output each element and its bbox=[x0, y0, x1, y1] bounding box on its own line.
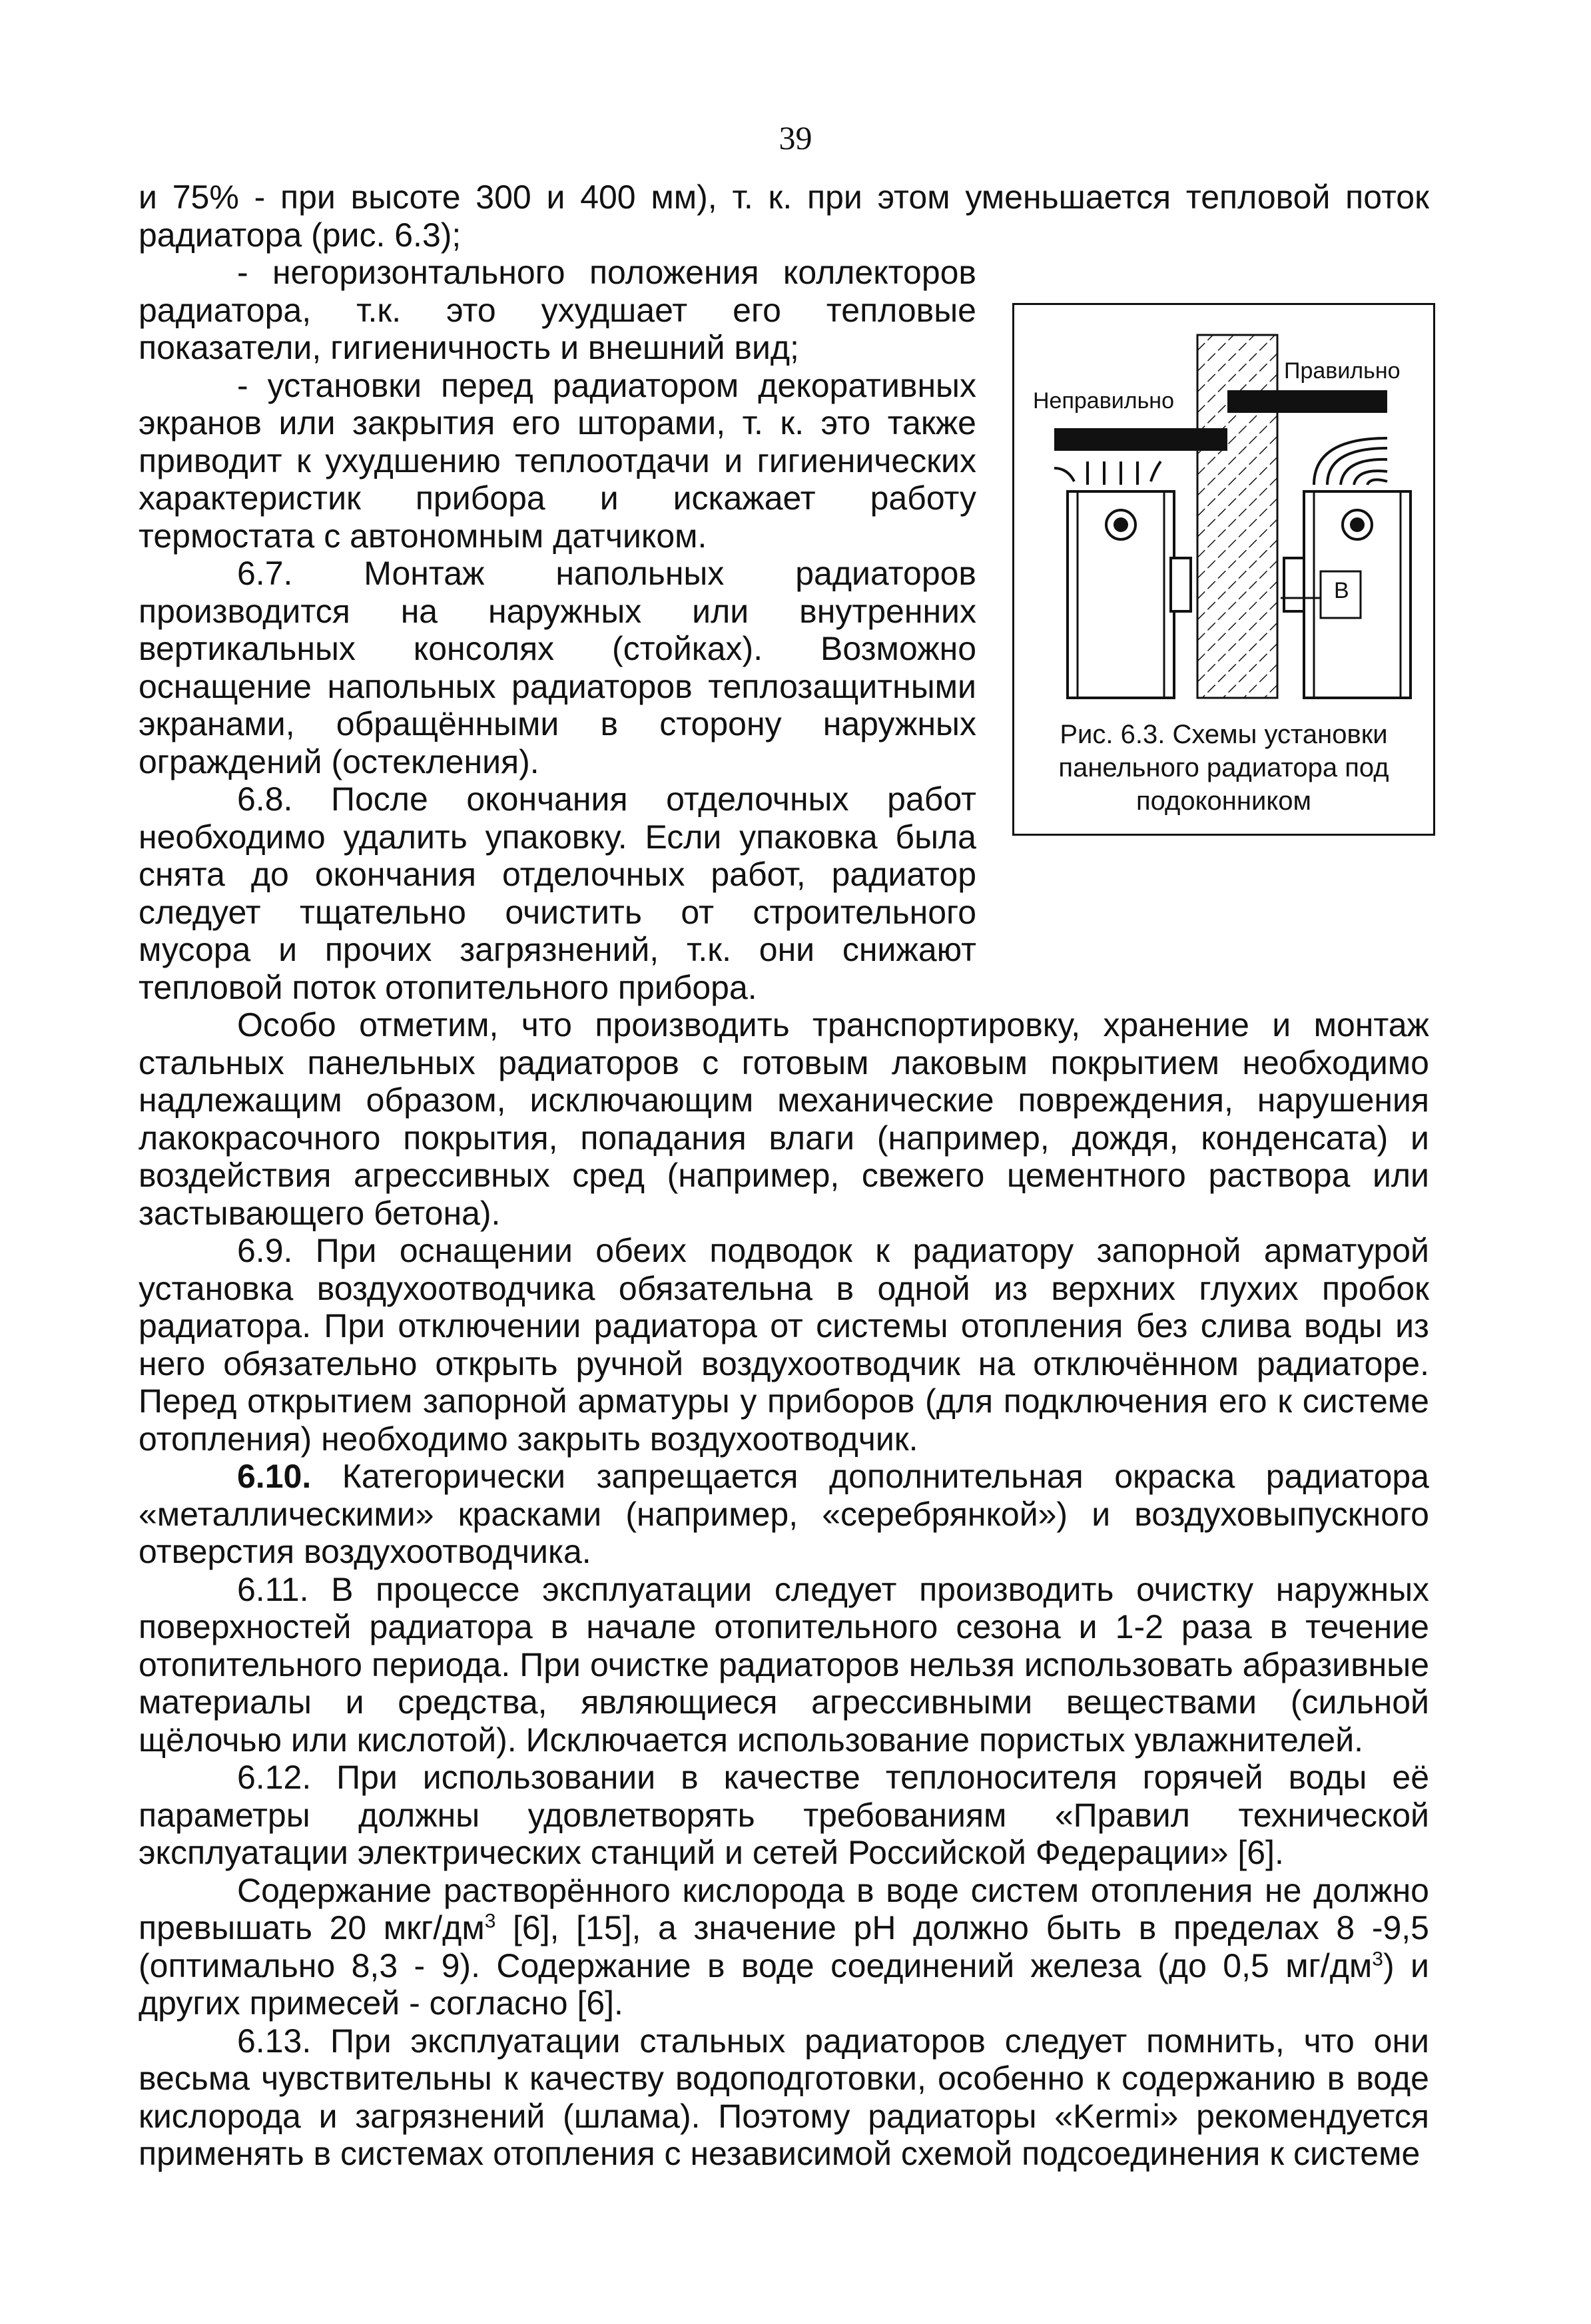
paragraph bbox=[139, 1458, 1429, 1571]
page-number: 39 bbox=[779, 119, 812, 156]
paragraph: - установки перед радиатором декоративных экранов или закрытия его шторами, т. к. это также приводит к ухудшению теплоотдачи и гигиенических характеристик прибора и искажает работу термостата с автономным датчиком. bbox=[139, 366, 976, 555]
figure-caption: Рис. 6.3. Схемы установки панельного радиатора под подоконником bbox=[1058, 720, 1389, 816]
body-text bbox=[139, 178, 1429, 2173]
superscript: 3 bbox=[1372, 1947, 1383, 1970]
paragraph: 6.9. При оснащении обеих подводок к радиатору запорной арматурой установка воздухоотводчика обязательна в одной из верхних глухих пробок радиатора. При отключении радиатора от системы отопления без слива воды из него обязательно открыть ручной воздухоотводчик на отключённом радиаторе. Перед открытием запорной арматуры у приборов (для подключения его к системе отопления) необходимо закрыть воздухоотводчик. bbox=[139, 1232, 1429, 1458]
label-incorrect: Неправильно bbox=[1033, 388, 1174, 414]
paragraph-text: Содержание растворённого кислорода в воде систем отопления не должно превышать 20 мкг/дм bbox=[139, 1871, 1429, 1946]
label-correct: Правильно bbox=[1284, 358, 1401, 384]
paragraph-text: Категорически запрещается дополнительная окраска радиатора «металлическими» красками (например, «серебрянкой») и воздуховыпускного отверстия воздухоотводчика. bbox=[139, 1458, 1429, 1570]
paragraph: 6.7. Монтаж напольных радиаторов производится на наружных или внутренних вертикальных консолях (стойках). Возможно оснащение напольных радиаторов теплозащитными экранами, обращёнными в сторону наружных ограждений (остекления). bbox=[139, 555, 976, 780]
paragraph: Особо отметим, что производить транспортировку, хранение и монтаж стальных панельных радиаторов с готовым лаковым покрытием необходимо надлежащим образом, исключающим механические повреждения, нарушения лакокрасочного покрытия, попадания влаги (например, дождя, конденсата) и воздействия агрессивных сред (например, свежего цементного раствора или застывающего бетона). bbox=[139, 1006, 1429, 1232]
section-number: 6.10. bbox=[237, 1458, 312, 1495]
label-dimension-b: B bbox=[1334, 578, 1349, 603]
paragraph bbox=[139, 1872, 1429, 2022]
superscript: 3 bbox=[484, 1910, 496, 1932]
paragraph-text: ) и других примесей - согласно [6]. bbox=[139, 1946, 1429, 2022]
paragraph: 6.13. При эксплуатации стальных радиаторов следует помнить, что они весьма чувствительны к качеству водоподготовки, особенно к содержанию в воде кислорода и загрязнений (шлама). Поэтому радиаторы «Kermi» рекомендуется применять в системах отопления с независимой схемой подсоединения к системе bbox=[139, 2022, 1429, 2172]
paragraph: 6.11. В процессе эксплуатации следует производить очистку наружных поверхностей радиатора в начале отопительного сезона и 1-2 раза в течение отопительного периода. При очистке радиаторов нельзя использовать абразивные материалы и средства, являющиеся агрессивными веществами (сильной щёлочью или кислотой). Исключается использование пористых увлажнителей. bbox=[139, 1570, 1429, 1759]
paragraph: 6.8. После окончания отделочных работ необходимо удалить упаковку. Если упаковка была снята до окончания отделочных работ, радиатор следует тщательно очистить от строительного мусора и прочих загрязнений, т.к. они снижают тепловой поток отопительного прибора. bbox=[139, 780, 976, 1006]
paragraph: 6.12. При использовании в качестве теплоносителя горячей воды её параметры должны удовлетворять требованиям «Правил технической эксплуатации электрических станций и сетей Российской Федерации» [6]. bbox=[139, 1759, 1429, 1871]
paragraph-text: [6], [15], а значение pH должно быть в пределах 8 -9,5 (оптимально 8,3 - 9). Содержание в воде соединений железа (до 0,5 мг/дм bbox=[139, 1909, 1429, 1984]
paragraph: - негоризонтального положения коллекторов радиатора, т.к. это ухудшает его тепловые показатели, гигиеничность и внешний вид; bbox=[139, 254, 976, 366]
paragraph: и 75% - при высоте 300 и 400 мм), т. к. при этом уменьшается тепловой поток радиатора (рис. 6.3); bbox=[139, 178, 1429, 254]
